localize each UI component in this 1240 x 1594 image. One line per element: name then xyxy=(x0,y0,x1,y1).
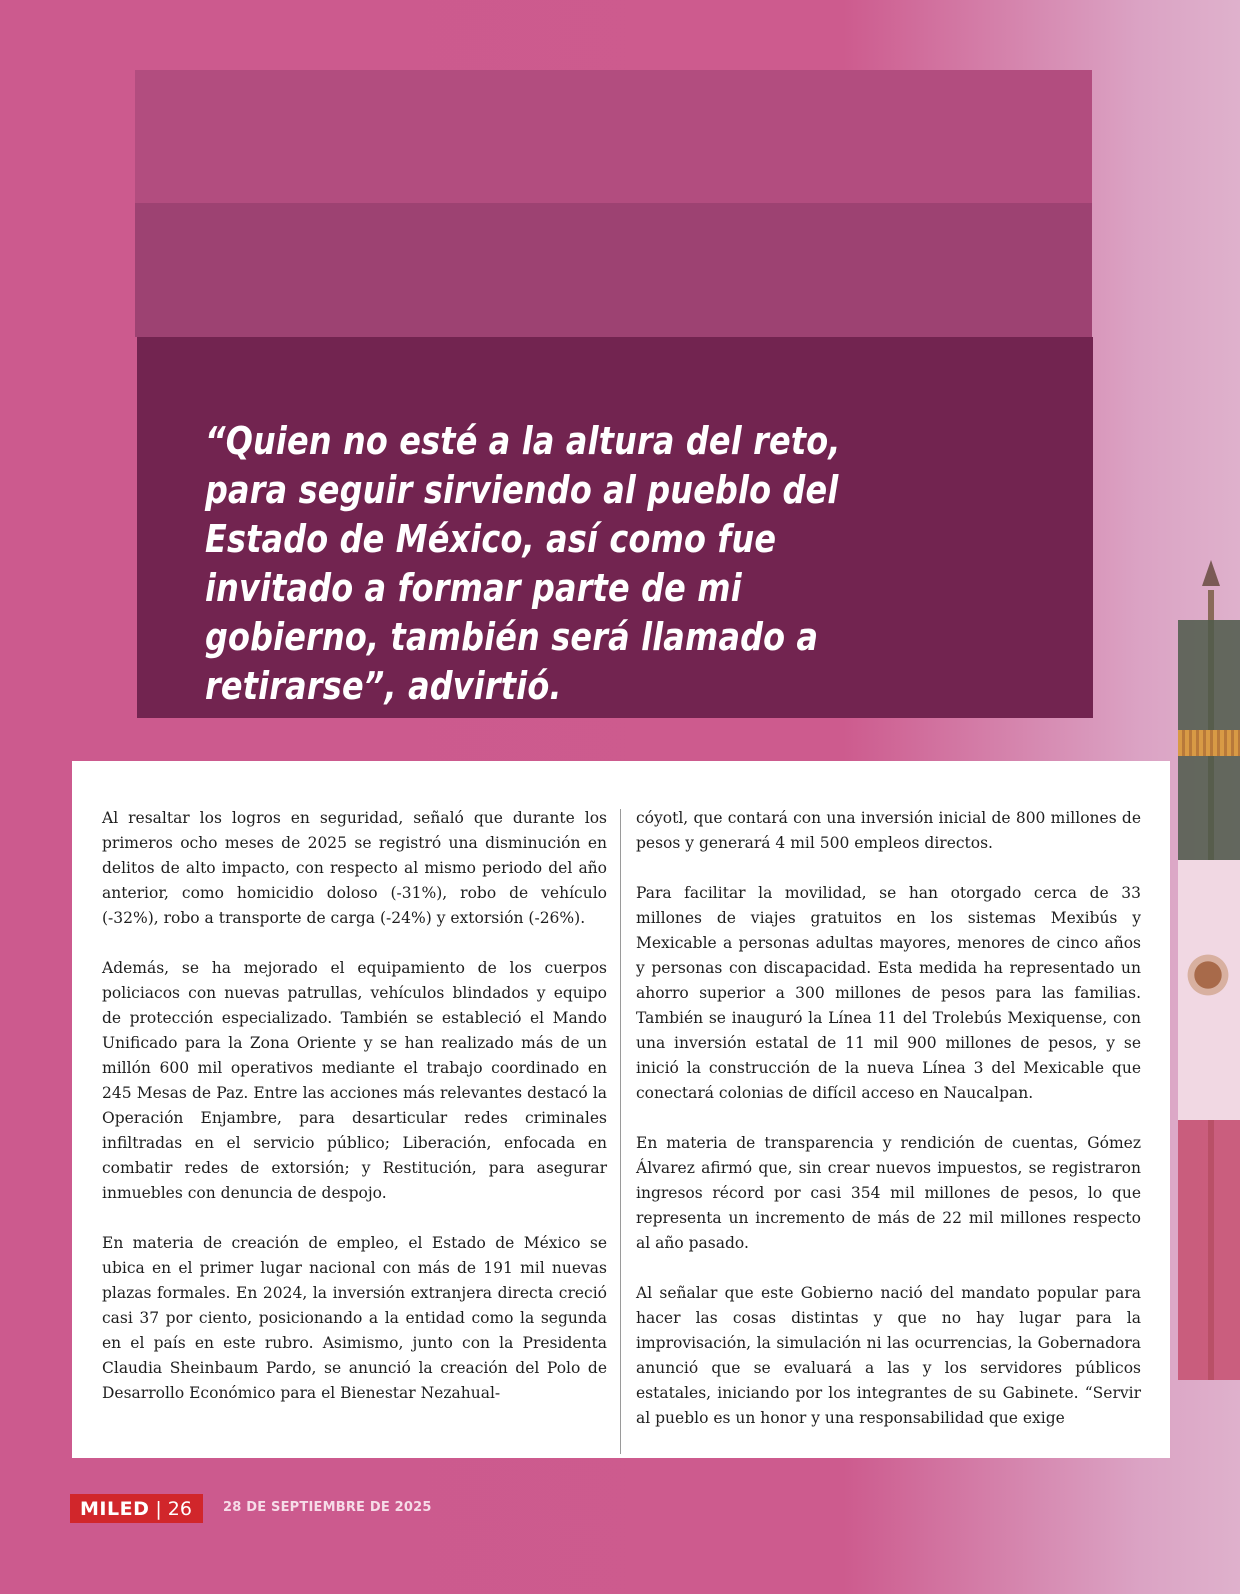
article-column-left xyxy=(102,806,607,1431)
flag-red-stripe xyxy=(1178,1120,1240,1380)
pull-quote-box xyxy=(137,337,1093,718)
column-divider xyxy=(620,809,621,1454)
paragraph: Para facilitar la movilidad, se han otorgado cerca de 33 millones de viajes gratuitos en los sistemas Mexibús y Mexicable a personas adultas mayores, menores de cinco años y personas con discapacidad. Esta medida ha representado un ahorro superior a 300 millones de pesos para las familias. También se inauguró la Línea 11 del Trolebús Mexiquense, con una inversión estatal de 11 mil 900 millones de pesos, y se inició la construcción de la nueva Línea 3 del Mexicable que conectará colonias de difícil acceso en Naucalpan. xyxy=(636,884,1141,1102)
footer-brand: MILED xyxy=(80,1497,150,1520)
quote-band-middle xyxy=(135,203,1092,337)
paragraph: Al señalar que este Gobierno nació del mandato popular para hacer las cosas distintas y que no hay lugar para la improvisación, la simulación ni las ocurrencias, la Gobernadora anunció que se evaluará a las y los servidores públicos estatales, iniciando por los integrantes de su Gabinete. “Servir al pueblo es un honor y una responsabilidad que exige xyxy=(636,1284,1141,1427)
flag-pole-tip xyxy=(1202,560,1220,586)
paragraph: cóyotl, que contará con una inversión inicial de 800 millones de pesos y generará 4 mil 500 empleos directos. xyxy=(636,809,1141,852)
paragraph: En materia de transparencia y rendición de cuentas, Gómez Álvarez afirmó que, sin crear nuevos impuestos, se registraron ingresos récord por casi 354 mil millones de pesos, lo que representa un incremento de más de 22 mil millones respecto al año pasado. xyxy=(636,1134,1141,1252)
paragraph: Además, se ha mejorado el equipamiento de los cuerpos policiacos con nuevas patrullas, vehículos blindados y equipo de protección especializado. También se estableció el Mando Unificado para la Zona Oriente y se han realizado más de un millón 600 mil operativos mediante el trabajo coordinado en 245 Mesas de Paz. Entre las acciones más relevantes destacó la Operación Enjambre, para desarticular redes criminales infiltradas en el servicio público; Liberación, enfocada en combatir redes de extorsión; y Restitución, para asegurar inmuebles con denuncia de despojo. xyxy=(102,959,607,1202)
paragraph: En materia de creación de empleo, el Estado de México se ubica en el primer lugar nacional con más de 191 mil nuevas plazas formales. En 2024, la inversión extranjera directa creció casi 37 por ciento, posicionando a la entidad como la segunda en el país en este rubro. Asimismo, junto con la Presidenta Claudia Sheinbaum Pardo, se anunció la creación del Polo de Desarrollo Económico para el Bienestar Nezahual- xyxy=(102,1234,607,1402)
paragraph: Al resaltar los logros en seguridad, señaló que durante los primeros ocho meses de 2025 se registró una disminución en delitos de alto impacto, con respecto al mismo periodo del año anterior, como homicidio doloso (-31%), robo de vehículo (-32%), robo a transporte de carga (-24%) y extorsión (-26%). xyxy=(102,809,607,927)
flag-emblem xyxy=(1180,940,1236,1010)
footer-page-badge xyxy=(70,1494,203,1523)
footer-date: 28 DE SEPTIEMBRE DE 2025 xyxy=(223,1500,432,1515)
pull-quote-text: “Quien no esté a la altura del reto, para seguir sirviendo al pueblo del Estado de México, así como fue invitado a formar parte de mi gobierno, también será llamado a retirarse”, advirtió. xyxy=(205,419,841,708)
footer-separator: | xyxy=(155,1497,162,1520)
article-body xyxy=(72,761,1170,1458)
background-flag-image xyxy=(1168,560,1240,1380)
flag-fringe xyxy=(1178,730,1240,756)
quote-band-top xyxy=(135,70,1092,203)
article-column-right xyxy=(636,806,1141,1456)
footer-page-number: 26 xyxy=(167,1497,192,1520)
